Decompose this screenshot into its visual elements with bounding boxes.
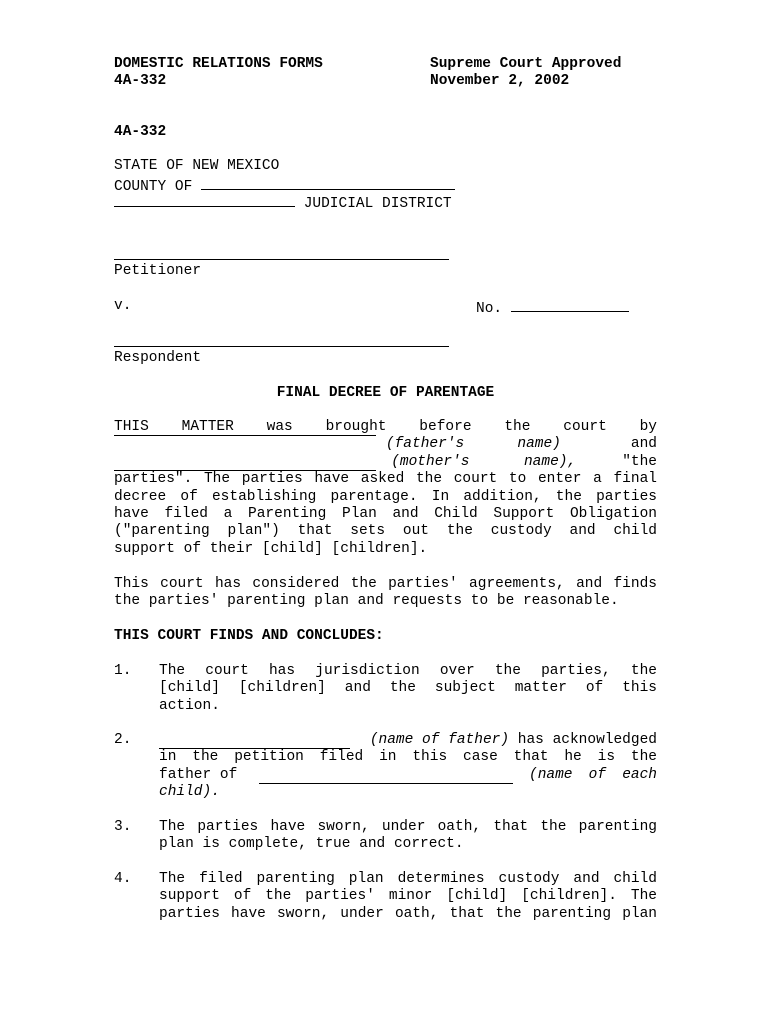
header-left-line1: DOMESTIC RELATIONS FORMS (114, 56, 323, 72)
intro-line: decree of establishing parentage. In addition, the parties (114, 488, 657, 505)
item-line: in the petition filed in this case that he is the (159, 749, 657, 766)
item-number: 3. (114, 819, 132, 835)
mother-name-hint: (mother's name), (391, 453, 577, 470)
item-number: 4. (114, 871, 132, 887)
intro-line: have filed a Parenting Plan and Child Support Obligation (114, 505, 657, 522)
county-blank[interactable] (201, 176, 455, 190)
respondent-blank[interactable] (114, 346, 449, 347)
case-number-label: No. (476, 301, 503, 317)
district-label: JUDICIAL DISTRICT (303, 196, 452, 212)
intro-paragraph (114, 419, 657, 558)
intro-line: support of their [child] [children]. (114, 540, 428, 557)
considered-line: the parties' parenting plan and requests to be reasonable. (114, 593, 619, 610)
child-name-blank[interactable] (259, 770, 513, 784)
findings-heading: THIS COURT FINDS AND CONCLUDES: (114, 628, 384, 644)
intro-line: THIS MATTER was brought before the court by (114, 419, 657, 435)
item-line: The parties have sworn, under oath, that the parenting (159, 819, 657, 835)
state-line: STATE OF NEW MEXICO (114, 158, 280, 174)
father-name-blank-2[interactable] (159, 735, 350, 749)
item-line: action. (159, 697, 220, 714)
form-number: 4A-332 (114, 124, 167, 140)
district-blank[interactable] (114, 193, 295, 207)
item-line: The court has jurisdiction over the parties, the (159, 663, 657, 679)
name-of-each-hint: (name of each (529, 766, 657, 783)
petitioner-blank[interactable] (114, 259, 449, 260)
respondent-label: Respondent (114, 350, 202, 366)
item-number: 2. (114, 732, 132, 748)
item-line: [child] [children] and the subject matter of this (159, 680, 657, 697)
intro-line (114, 454, 657, 471)
header-right-line2: November 2, 2002 (430, 73, 570, 89)
considered-line: This court has considered the parties' agreements, and finds (114, 576, 657, 592)
finding-item-2 (159, 732, 657, 802)
item-text: has acknowledged (517, 732, 657, 748)
intro-line (114, 436, 657, 453)
intro-line: parties". The parties have asked the court to enter a final (114, 471, 657, 488)
finding-item-1 (159, 663, 657, 715)
intro-and: and (630, 436, 657, 453)
finding-item-3 (159, 819, 657, 854)
item-line: parties have sworn, under oath, that the parenting plan (159, 905, 657, 922)
item-line (159, 767, 657, 784)
item-line: support of the parties' minor [child] [children]. The (159, 888, 657, 905)
child-hint: child). (159, 784, 220, 801)
intro-line: ("parenting plan") that sets out the custody and child (114, 523, 657, 540)
considered-paragraph (114, 576, 657, 611)
versus-label: v. (114, 298, 132, 314)
item-number: 1. (114, 663, 132, 679)
item-line (159, 732, 657, 749)
finding-item-4 (159, 871, 657, 923)
header-left-line2: 4A-332 (114, 73, 167, 89)
case-number-line (476, 298, 629, 318)
father-of-label: father of (159, 766, 238, 783)
document-title: FINAL DECREE OF PARENTAGE (276, 385, 495, 401)
district-line (114, 193, 452, 213)
header-right-line1: Supreme Court Approved (430, 56, 622, 72)
intro-parties-quote: "the (622, 453, 657, 470)
case-number-blank[interactable] (511, 298, 629, 312)
petitioner-label: Petitioner (114, 263, 202, 279)
name-of-father-hint: (name of father) (369, 732, 510, 748)
item-line: The filed parenting plan determines custody and child (159, 871, 657, 887)
county-label: COUNTY OF (114, 179, 193, 195)
father-name-hint: (father's name) (385, 436, 561, 453)
mother-name-blank[interactable] (114, 457, 376, 471)
item-line: plan is complete, true and correct. (159, 836, 464, 853)
